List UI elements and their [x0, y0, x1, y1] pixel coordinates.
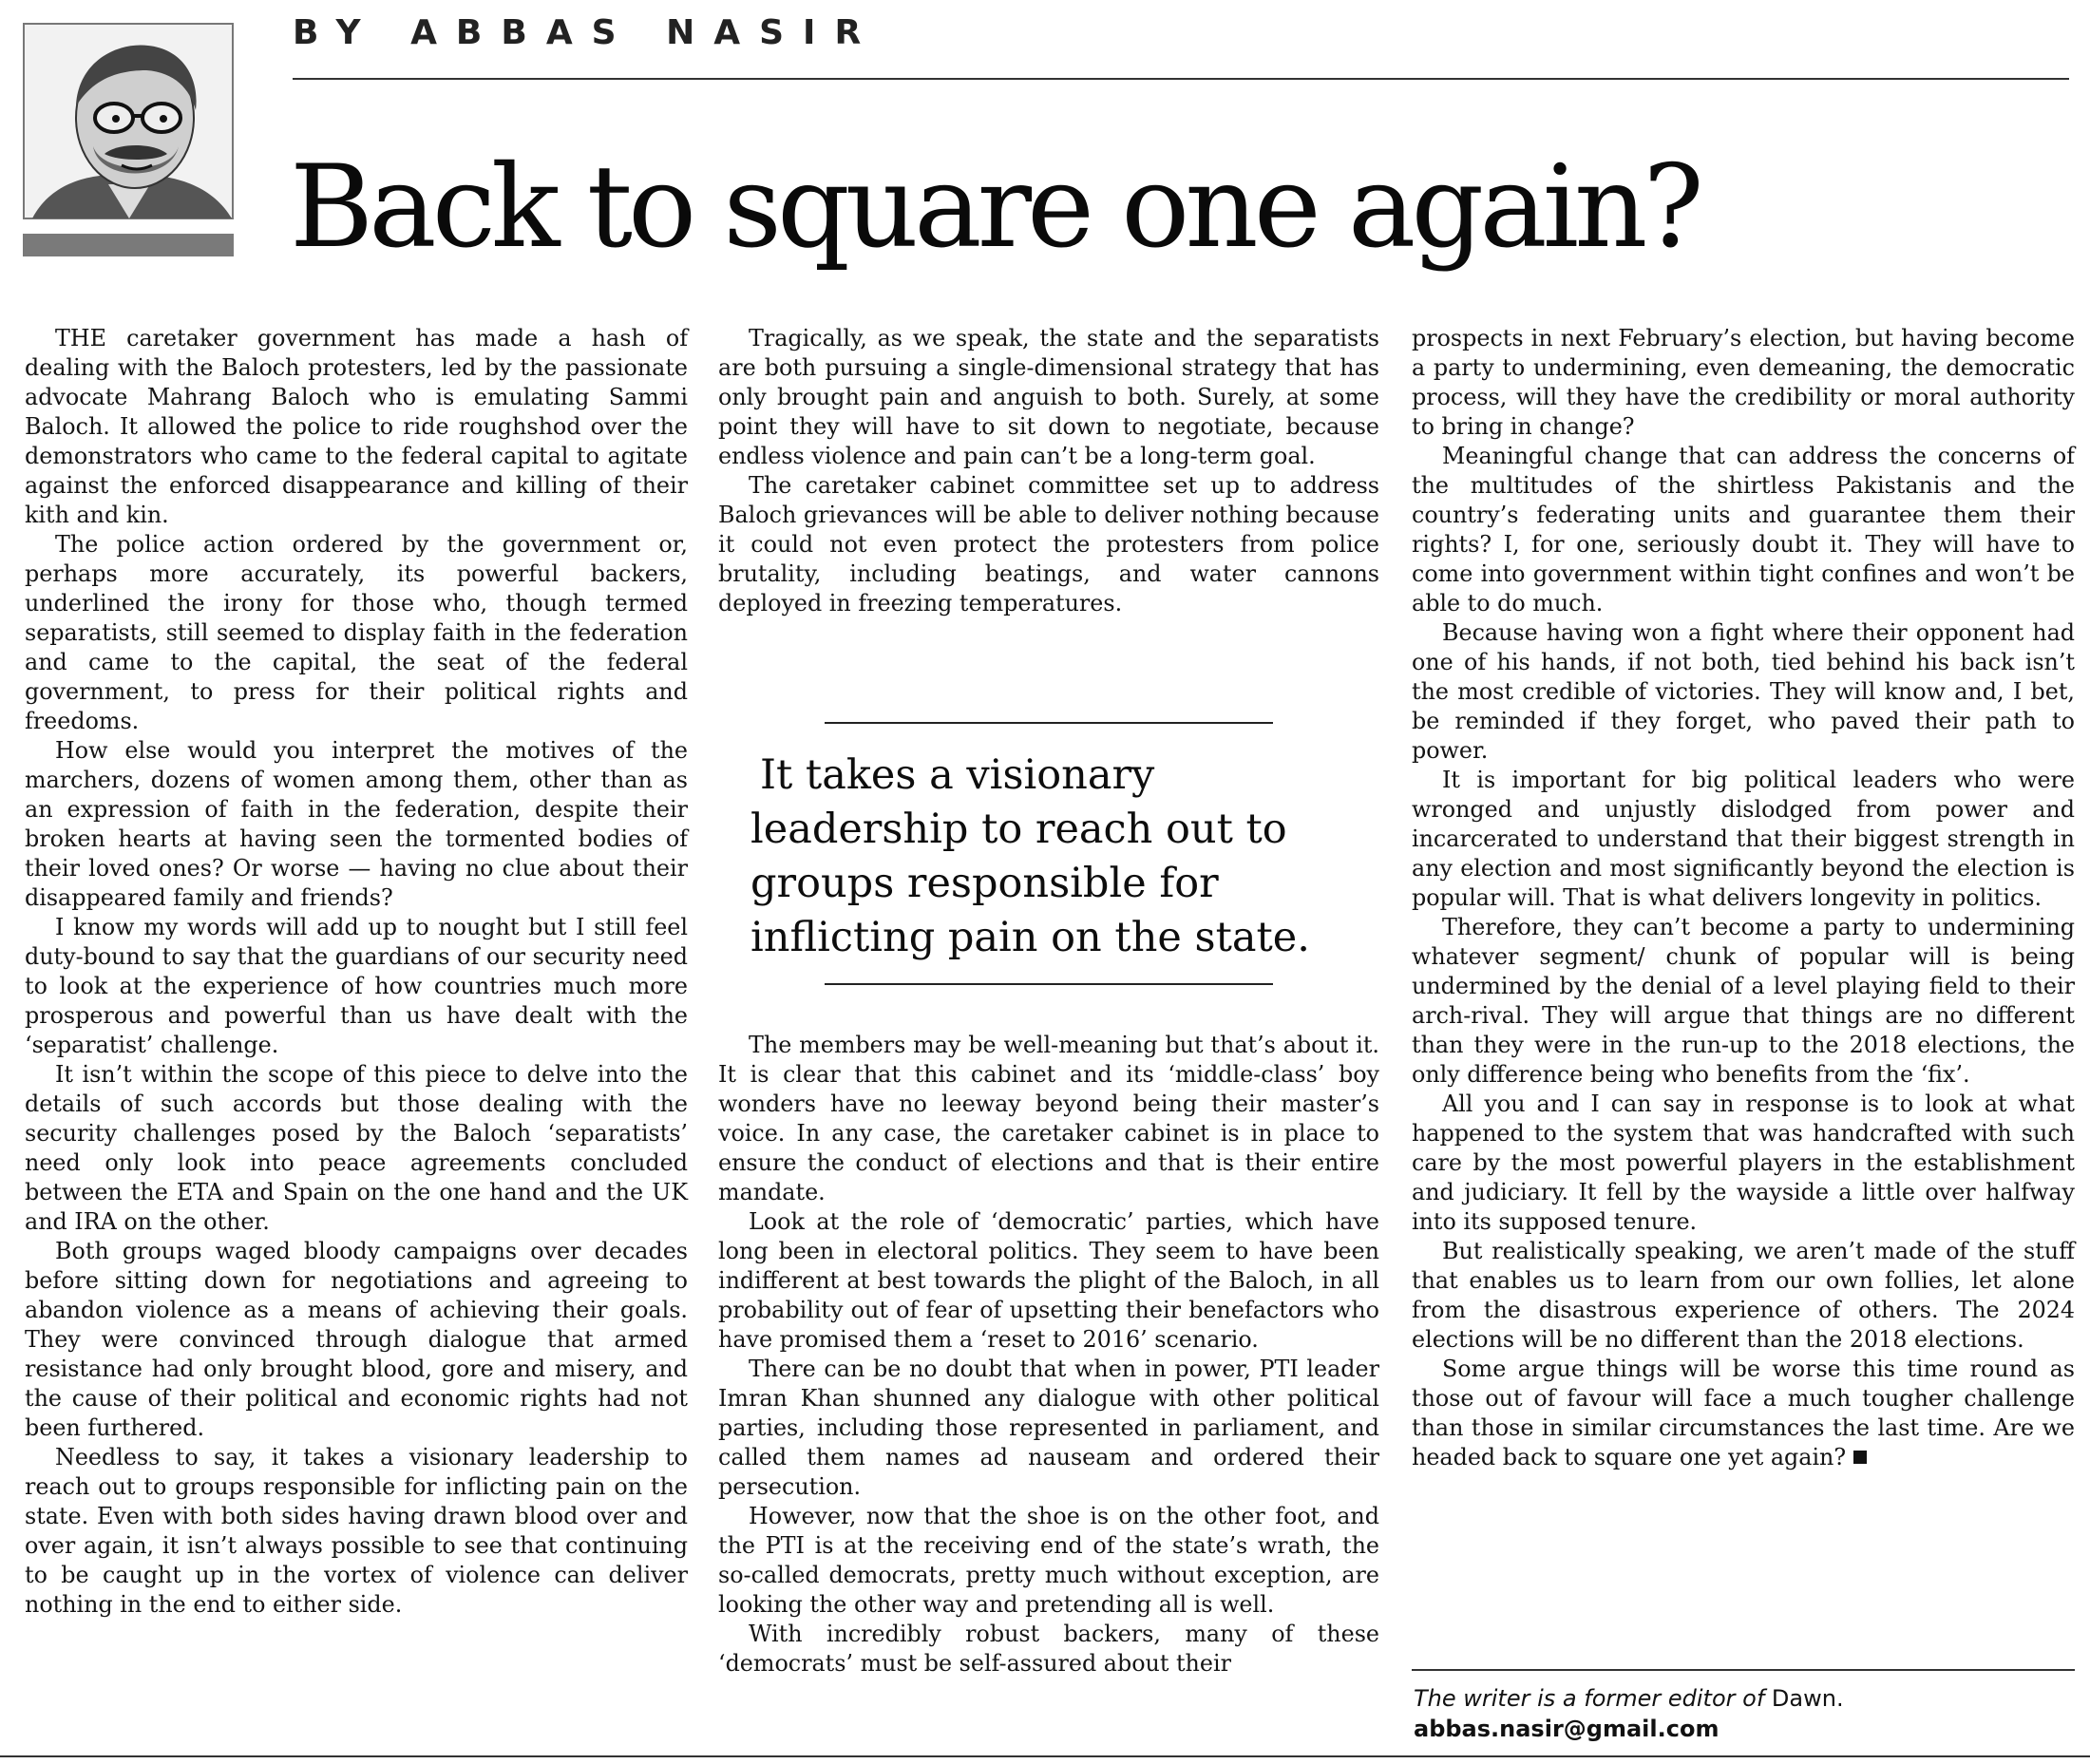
column-2-top	[718, 324, 1379, 618]
paragraph: The police action ordered by the government or, perhaps more accurately, its powerful backers, underlined the irony for those who, though termed separatists, still seemed to display faith in the federation and came to the capital, the seat of the federal government, to press for their political rights and freedoms.	[25, 531, 688, 734]
paragraph: With incredibly robust backers, many of these ‘democrats’ must be self-assured about their	[718, 1621, 1379, 1677]
paragraph: Both groups waged bloody campaigns over decades before sitting down for negotiations and agreeing to abandon violence as a means of achieving their goals. They were convinced through dialogue that armed resistance had only brought blood, gore and misery, and the cause of their political and economic rights had not been furthered.	[25, 1238, 688, 1441]
paragraph: Therefore, they can’t become a party to undermining whatever segment/ chunk of popular will is being undermined by the denial of a level playing field to their arch-rival. They will argue that things are no different than they were in the run-up to the 2018 elections, the only difference being who benefits from the ‘fix’.	[1412, 914, 2075, 1088]
paragraph: I know my words will add up to nought but I still feel duty-bound to say that the guardians of our security need to look at the experience of how countries much more prosperous and powerful than us have dealt with the ‘separatist’ challenge.	[25, 914, 688, 1058]
column-1	[25, 324, 688, 1749]
pullquote-line: It takes a visionary	[760, 751, 1155, 799]
paragraph: Tragically, as we speak, the state and the separatists are both pursuing a single-dimensional strategy that has only brought pain and anguish to both. Surely, at some point they will have to sit down to negotiate, because endless violence and pain can’t be a long-term goal.	[718, 325, 1379, 469]
paragraph: It isn’t within the scope of this piece to delve into the details of such accords but those dealing with the security challenges posed by the Baloch ‘separatists’ need only look into peace agreements concluded between the ETA and Spain on the one hand and the UK and IRA on the other.	[25, 1061, 688, 1235]
pullquote-rule-top	[825, 722, 1273, 724]
pullquote	[750, 749, 1378, 965]
author-portrait	[23, 23, 234, 260]
column-2-bottom	[718, 1031, 1379, 1679]
column-3	[1412, 324, 2075, 1472]
pullquote-line: groups responsible for	[750, 860, 1219, 907]
paragraph: The caretaker cabinet committee set up to address Baloch grievances will be able to deliver nothing because it could not even protect the protesters from police brutality, including beatings, and water cannons deployed in freezing temperatures.	[718, 472, 1379, 616]
bio-rule	[1412, 1669, 2075, 1671]
paragraph: All you and I can say in response is to look at what happened to the system that was handcrafted with such care by the most powerful players in the establishment and judiciary. It fell by the wayside a little over halfway into its supposed tenure.	[1412, 1091, 2075, 1235]
paragraph: How else would you interpret the motives of the marchers, dozens of women among them, other than as an expression of faith in the federation, despite their broken hearts at having seen the tormented bodies of their loved ones? Or worse — having no clue about their disappeared family and friends?	[25, 737, 688, 911]
bio-note: The writer is a former editor of	[1414, 1685, 1765, 1712]
paragraph: Meaningful change that can address the concerns of the multitudes of the shirtless Pakistanis and the country’s federating units and guarantee them their rights? I, for one, seriously doubt it. They will have to come into government within tight confines and won’t be able to do much.	[1412, 443, 2075, 616]
pullquote-line: inflicting pain on the state.	[750, 914, 1310, 961]
author-email: abbas.nasir@gmail.com	[1414, 1716, 1720, 1742]
end-mark	[1853, 1451, 1867, 1464]
paragraph: The members may be well-meaning but that’s about it. It is clear that this cabinet and its ‘middle-class’ boy wonders have no leeway beyond being their master’s voice. In any case, the caretaker cabinet is in place to ensure the conduct of elections and that is their entire mandate.	[718, 1032, 1379, 1205]
paragraph: There can be no doubt that when in power, PTI leader Imran Khan shunned any dialogue with other political parties, including those represented in parliament, and called them names ad nauseam and ordered their persecution.	[718, 1356, 1379, 1500]
paragraph: Look at the role of ‘democratic’ parties, which have long been in electoral politics. They seem to have been indifferent at best towards the plight of the Baloch, in all probability out of fear of upsetting their benefactors who have promised them a ‘reset to 2016’ scenario.	[718, 1208, 1379, 1353]
author-bio	[1414, 1683, 1844, 1744]
final-text: Some argue things will be worse this time round as those out of favour will face a much tougher challenge than those in similar circumstances the last time. Are we headed back to square one yet again?	[1412, 1356, 2075, 1470]
paragraph: Because having won a fight where their opponent had one of his hands, if not both, tied behind his back isn’t the most credible of victories. They will know and, I bet, be reminded if they forget, who paved their path to power.	[1412, 619, 2075, 764]
paragraph: But realistically speaking, we aren’t made of the stuff that enables us to learn from our own follies, let alone from the disastrous experience of others. The 2024 elections will be no different than the 2018 elections.	[1412, 1238, 2075, 1353]
top-rule	[293, 78, 2069, 80]
paragraph: It is important for big political leaders who were wronged and unjustly dislodged from power and incarcerated to understand that their biggest strength in any election and most significantly beyond the election is popular will. That is what delivers longevity in politics.	[1412, 767, 2075, 911]
bottom-rule	[0, 1755, 2090, 1757]
pullquote-rule-bottom	[825, 983, 1273, 985]
paragraph-final	[1412, 1355, 2075, 1472]
paragraph: THE caretaker government has made a hash of dealing with the Baloch protesters, led by the passionate advocate Mahrang Baloch who is emulating Sammi Baloch. It allowed the police to ride roughshod over the demonstrators who came to the federal capital to agitate against the enforced disappearance and killing of their kith and kin.	[25, 325, 688, 528]
pullquote-line: leadership to reach out to	[750, 806, 1287, 853]
paragraph: prospects in next February’s election, but having become a party to undermining, even demeaning, the democratic process, will they have the credibility or moral authority to bring in change?	[1412, 325, 2075, 440]
paragraph: Needless to say, it takes a visionary leadership to reach out to groups responsible for inflicting pain on the state. Even with both sides having drawn blood over and over again, it isn’t always possible to see that continuing to be caught up in the vortex of violence can deliver nothing in the end to either side.	[25, 1444, 688, 1618]
bio-publication: Dawn.	[1771, 1685, 1844, 1712]
byline: BY ABBAS NASIR	[293, 13, 881, 52]
paragraph: However, now that the shoe is on the other foot, and the PTI is at the receiving end of the state’s wrath, the so-called democrats, pretty much without exception, are looking the other way and pretending all is well.	[718, 1503, 1379, 1618]
headline: Back to square one again?	[290, 142, 1700, 274]
